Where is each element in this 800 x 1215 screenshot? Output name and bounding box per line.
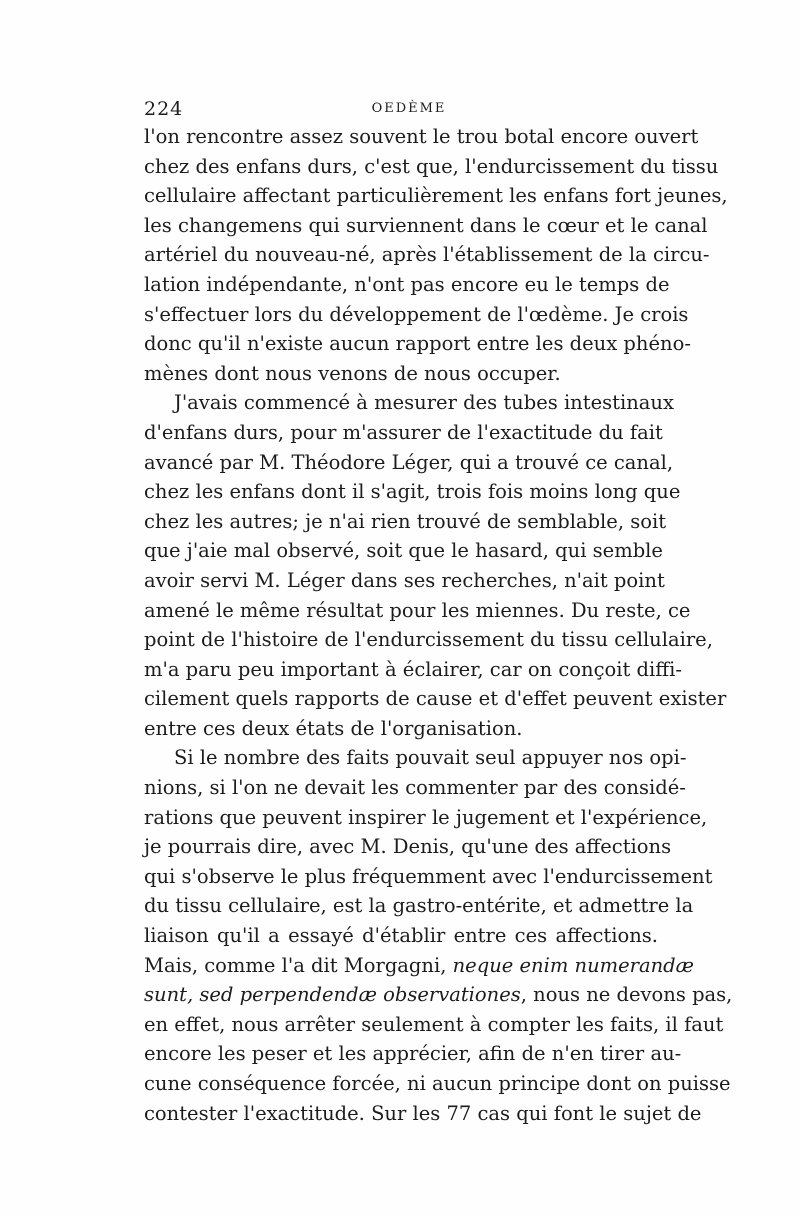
text-line: Si le nombre des faits pouvait seul appuyer nos opi- [174, 746, 687, 770]
text-line [144, 980, 733, 1010]
text-line: rations que peuvent inspirer le jugement et l'expérience, [144, 805, 708, 829]
text-line: donc qu'il n'existe aucun rapport entre les deux phéno- [144, 332, 691, 356]
text-line: cilement quels rapports de cause et d'effet peuvent exister [144, 687, 727, 711]
text-line: les changemens qui surviennent dans le cœur et le canal [144, 213, 708, 237]
text-line: entre ces deux états de l'organisation. [144, 716, 523, 740]
text-line: J'avais commencé à mesurer des tubes intestinaux [174, 391, 674, 415]
text-roman: Mais, comme l'a dit Morgagni, [144, 953, 453, 977]
text-line: lation indépendante, n'ont pas encore eu le temps de [144, 272, 670, 296]
text-line: s'effectuer lors du développement de l'œdème. Je crois [144, 302, 689, 326]
body-text [144, 122, 733, 1128]
text-line: qui s'observe le plus fréquemment avec l'endurcissement [144, 864, 713, 888]
text-line: en effet, nous arrêter seulement à compter les faits, il faut [144, 1012, 724, 1036]
latin-quote: neque enim numerandæ [452, 953, 694, 977]
text-line: chez les enfans dont il s'agit, trois fois moins long que [144, 480, 681, 504]
text-line: que j'aie mal observé, soit que le hasard, qui semble [144, 539, 663, 563]
text-line: chez des enfans durs, c'est que, l'endurcissement du tissu [144, 154, 719, 178]
text-line: avoir servi M. Léger dans ses recherches, n'ait point [144, 568, 665, 592]
text-line: mènes dont nous venons de nous occuper. [144, 361, 561, 385]
text-line: avancé par M. Théodore Léger, qui a trouvé ce canal, [144, 450, 674, 474]
text-line: liaison qu'il a essayé d'établir entre ces affections. [144, 924, 658, 948]
text-line: cellulaire affectant particulièrement les enfans fort jeunes, [144, 184, 728, 208]
running-head: OEDÈME [371, 101, 447, 116]
text-line: artériel du nouveau-né, après l'établissement de la circu- [144, 243, 710, 267]
text-line: amené le même résultat pour les miennes. Du reste, ce [144, 598, 691, 622]
text-line: je pourrais dire, avec M. Denis, qu'une des affections [144, 835, 672, 859]
text-line [144, 951, 694, 981]
text-line: l'on rencontre assez souvent le trou botal encore ouvert [144, 125, 699, 148]
text-line: d'enfans durs, pour m'assurer de l'exactitude du fait [144, 420, 663, 444]
latin-quote: sunt, sed perpendendæ observationes [144, 983, 521, 1007]
text-line: nions, si l'on ne devait les commenter par des considé- [144, 776, 686, 800]
text-roman: , nous ne devons pas, [520, 983, 733, 1007]
text-line: cune conséquence forcée, ni aucun principe dont on puisse [144, 1072, 731, 1095]
text-line: point de l'histoire de l'endurcissement du tissu cellulaire, [144, 628, 713, 652]
page-number: 224 [144, 98, 184, 120]
text-line: contester l'exactitude. Sur les 77 cas qui font le sujet de [144, 1101, 702, 1125]
text-line: du tissu cellulaire, est la gastro-entérite, et admettre la [144, 894, 694, 918]
text-line: encore les peser et les apprécier, afin de n'en tirer au- [144, 1042, 682, 1066]
page-header [144, 98, 658, 122]
text-line: chez les autres; je n'ai rien trouvé de semblable, soit [144, 509, 667, 533]
text-line: m'a paru peu important à éclairer, car on conçoit diffi- [144, 657, 682, 681]
